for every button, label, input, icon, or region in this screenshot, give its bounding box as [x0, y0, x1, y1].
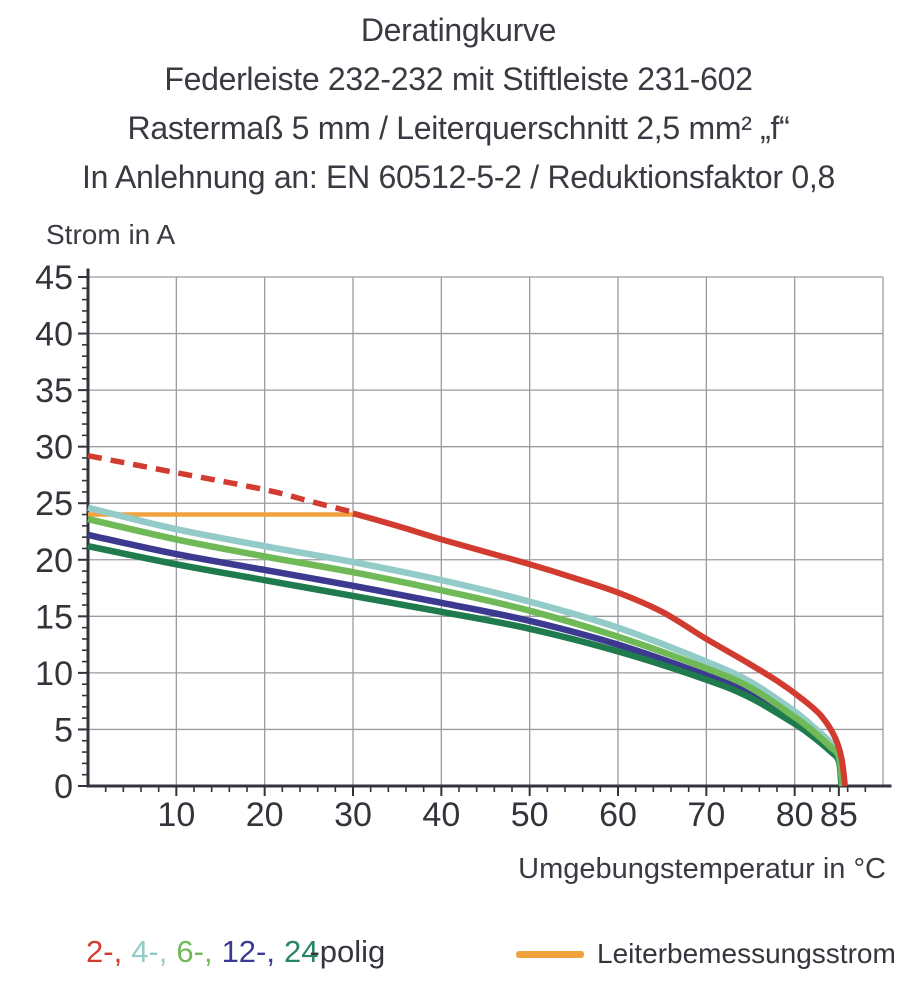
curve-4-polig: [88, 508, 842, 786]
y-tick-label: 0: [54, 768, 73, 806]
y-tick-label: 45: [35, 259, 73, 297]
chart-title: Deratingkurve: [360, 12, 557, 48]
legend-pole-6-polig: 6-,: [176, 934, 213, 969]
rated-current-legend: [516, 938, 896, 970]
legend-pole-4-polig: 4-,: [131, 934, 168, 969]
y-tick-label: 10: [35, 654, 73, 693]
x-axis-title: Umgebungstemperatur in °C: [518, 853, 886, 885]
y-tick-label: 35: [35, 372, 73, 411]
x-tick-label: 20: [245, 796, 284, 834]
x-tick-label: 40: [422, 796, 461, 834]
x-tick-label: 30: [334, 796, 372, 834]
y-tick-label: 25: [35, 485, 73, 524]
x-tick-label: 10: [157, 796, 196, 834]
legend-pole-12-polig: 12-,: [221, 934, 275, 969]
y-tick-label: 5: [54, 711, 73, 750]
y-tick-label: 40: [35, 315, 73, 354]
y-tick-label: 20: [35, 541, 73, 580]
curves: [88, 456, 845, 786]
curve-12-polig: [88, 535, 841, 786]
x-tick-label: 60: [599, 796, 637, 834]
legend-pole-2-polig: 2-,: [86, 934, 123, 969]
y-tick-label: 15: [35, 598, 73, 637]
x-tick-label: 50: [510, 796, 549, 834]
y-axis-title: Strom in A: [46, 219, 176, 250]
poles-legend: [86, 934, 385, 970]
curve-2-polig: [353, 513, 845, 786]
rated-current-line-swatch: [516, 951, 584, 958]
y-tick-label: 30: [35, 428, 73, 467]
chart-subtitle-connectors: Federleiste 232-232 mit Stiftleiste 231-602: [164, 61, 753, 97]
x-tick-label: 85: [819, 796, 858, 834]
legend-pole-suffix: -polig: [309, 934, 386, 969]
legend-pole-24-polig: 24: [283, 934, 319, 969]
chart-subtitle-standard: In Anlehnung an: EN 60512-5-2 / Reduktionsfaktor 0,8: [82, 159, 835, 195]
x-tick-label: 70: [687, 796, 726, 834]
tick-labels: [35, 259, 858, 834]
chart-subtitle-pitch-crosssection: Rastermaß 5 mm / Leiterquerschnitt 2,5 mm² „f“: [127, 110, 790, 146]
rated-current-label: Leiterbemessungsstrom: [597, 938, 896, 969]
gridlines: [88, 277, 883, 786]
x-tick-label: 80: [775, 796, 814, 834]
